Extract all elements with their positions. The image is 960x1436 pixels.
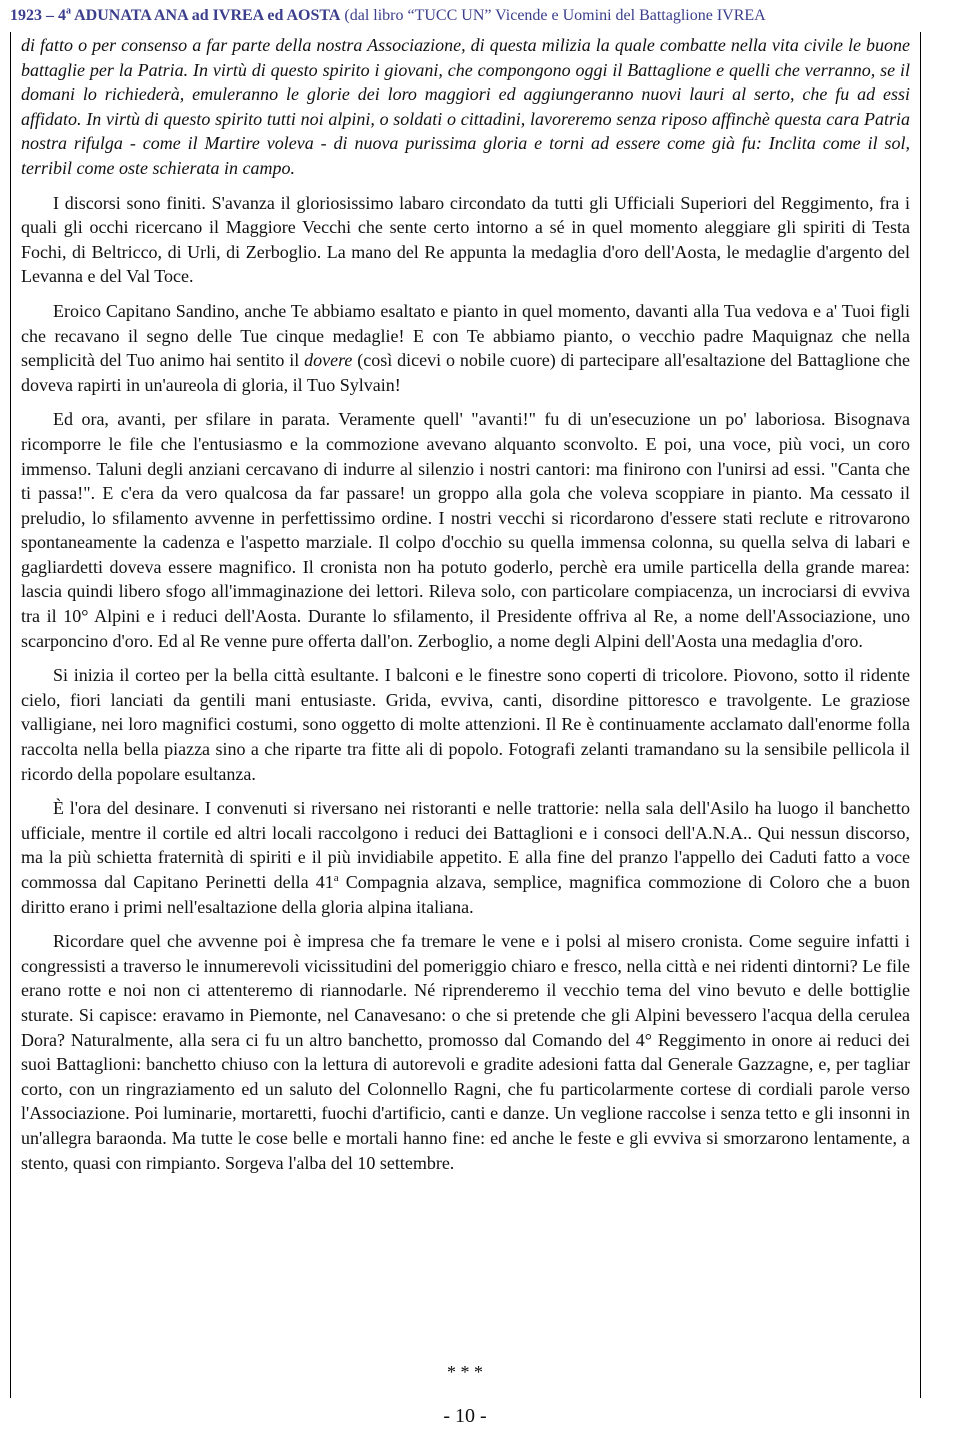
paragraph-3-part-a: Eroico Capitano Sandino, anche Te abbiamo esaltato e pianto in quel momento, davanti alla Tua vedova e a' Tuoi figli che recavano il segno delle Tue cinque medaglie! E con Te abbiamo pianto, o vecchio padre Maquignaz che nella semplicità del Tuo animo hai sentito il [21,300,910,371]
paragraph-1: di fatto o per consenso a far parte della nostra Associazione, di questa milizia la quale combatte nella vita civile le buone battaglie per la Patria. In virtù di questo spirito i giovani, che compongono oggi il Battaglione e quelli che verranno, se il domani lo richiederà, emuleranno le glorie dei loro maggiori ed aggiungeranno nuovi lauri al serto, che fu ad essi affidato. In virtù di questo spirito tutti noi alpini, o soldati o cittadini, lavoreremo senza riposo affinchè questa cara Patria nostra rifulga - come il Martire voleva - di nuova purissima gloria e torni ad essere come già fu: Inclita come il sol, terribil come oste schierata in campo. [21,35,910,178]
paragraph-3 [21,299,910,397]
paragraph-7: Ricordare quel che avvenne poi è impresa che fa tremare le vene e i polsi al misero cronista. Come seguire infatti i congressisti a traverso le innumerevoli vicissitudini del pomeriggio chiaro e fresco, nella città e nei ridenti dintorni? Le file erano rotte e noi non ci attenteremo di riannodarle. Né riprenderemo il vecchio tema del vino bevuto e delle bottiglie sturate. Si capisce: eravamo in Piemonte, nel Canavesano: o che si pretende che gli Alpini bevessero l'acqua della cerulea Dora? Naturalmente, alla sera ci fu un altro banchetto, promosso dal Comando del 4° Reggimento in onore ai reduci dei suoi Battaglioni: banchetto chiuso con la lettura di autorevoli e gradite adesioni fatta dal Generale Gazzagne, e, per tagliar corto, con un ringraziamento ed un saluto del Colonnello Ragni, che fu particolarmente cortese di cordiali parole verso l'Associazione. Poi luminarie, mortaretti, fuochi d'artificio, canti e danze. Un veglione raccolse i senza tetto e gli insonni in un'allegra baraonda. Ma tutte le cose belle e mortali hanno fine: ed anche le feste e gli evviva si smorzarono lentamente, a stento, quasi con rimpianto. Sorgeva l'alba del 10 settembre. [21,931,910,1173]
header-title: ADUNATA ANA ad IVREA ed AOSTA [71,7,341,24]
paragraph-6-ordinal: a [333,872,339,884]
header-ordinal: a [66,5,71,17]
paragraph-6-part-a: È l'ora del desinare. I convenuti si riversano nei ristoranti e nelle trattorie: nella sala dell'Asilo ha luogo il banchetto ufficiale, mentre il cortile ed altri locali raccolgono i reduci dei Battaglioni e i consoci dell'A.N.A.. Qui nessun discorso, ma la più schietta fraternità di spiriti e il più invidiabile appetito. E alla fine del pranzo l'appello dei Caduti fatto a voce commossa dal Capitano Perinetti della 41 [21,798,910,892]
body-text [21,33,910,1185]
paragraph-5: Si inizia il corteo per la bella città esultante. I balconi e le finestre sono coperti di tricolore. Piovono, sotto il ridente cielo, fiori lanciati da gentili mani entusiaste. Grida, evviva, canti, disordine pittoresco e travolgente. Le graziose valligiane, nei loro magnifici costumi, sono oggetto di molte attenzioni. Il Re è continuamente acclamato dall'enorme folla raccolta nella bella piazza sino a che riparte tra fitte ali di popolo. Fotografi zelanti tramandano su la sensibile pellicola il ricordo della popolare esultanza. [21,665,910,784]
paragraph-6 [21,796,910,919]
paragraph-2: I discorsi sono finiti. S'avanza il gloriosissimo labaro circondato da tutti gli Ufficiali Superiori del Reggimento, fra i quali gli occhi ricercano il Maggiore Vecchi che sente certo intorno a sé in quel momento aleggiare gli spiriti di Testa Fochi, di Beltricco, di Urli, di Zerboglio. La mano del Re appunta la medaglia d'oro dell'Aosta, le medaglie d'argento del Levanna e del Val Toce. [21,192,910,287]
paragraph-3-part-c: (così dicevi o nobile cuore) di partecipare all'esaltazione del Battaglione che doveva rapirti in un'aureola di gloria, il Tuo Sylvain! [21,350,910,395]
running-header [10,6,950,26]
paragraph-4: Ed ora, avanti, per sfilare in parata. Veramente quell' "avanti!" fu di un'esecuzione un po' laboriosa. Bisognava ricomporre le file che l'entusiasmo e la commozione avevano alquanto sconvolto. E poi, una voce, più voci, un coro immenso. Taluni degli anziani cercavano di indurre al silenzio i nostri cantori: ma finirono con l'unirsi ad essi. "Canta che ti passa!". E c'era da vero qualcosa da far passare! un groppo alla gola che voleva scoppiare in pianto. Ma cessato il preludio, lo sfilamento avvenne in perfettissimo ordine. I nostri vecchi si ricordarono d'essere stati reclute e ritrovarono spontaneamente la cadenza e l'aspetto marziale. Il colpo d'occhio su quella immensa colonna, su quella selva di labari e gagliardetti doveva essere magnifico. Il cronista non ha potuto goderlo, perchè era umile particella della grande marea: lascia quindi libero sfogo all'immaginazione dei lettori. Rileva solo, con particolare compiacenza, un incrociarsi di evviva tra il 10° Alpini e i reduci dell'Aosta. Durante lo sfilamento, il Presidente offriva al Re, a nome dell'Associazione, uno scarponcino d'oro. Ed al Re venne pure offerta dall'on. Zerboglio, a nome degli Alpini dell'Aosta una medaglia d'oro. [21,409,910,651]
paragraph-3-emphasis: dovere [304,350,353,371]
header-subtitle: (dal libro “TUCC UN” Vicende e Uomini del Battaglione IVREA [340,7,766,24]
section-separator: * * * [447,1362,483,1382]
page-number: - 10 - [443,1405,487,1427]
paragraph-6-part-b: Compagnia alzava, semplice, magnifica commozione di Coloro che a buon diritto erano i primi nell'esaltazione della gloria alpina italiana. [21,872,910,917]
header-year: 1923 – 4 [10,7,66,24]
